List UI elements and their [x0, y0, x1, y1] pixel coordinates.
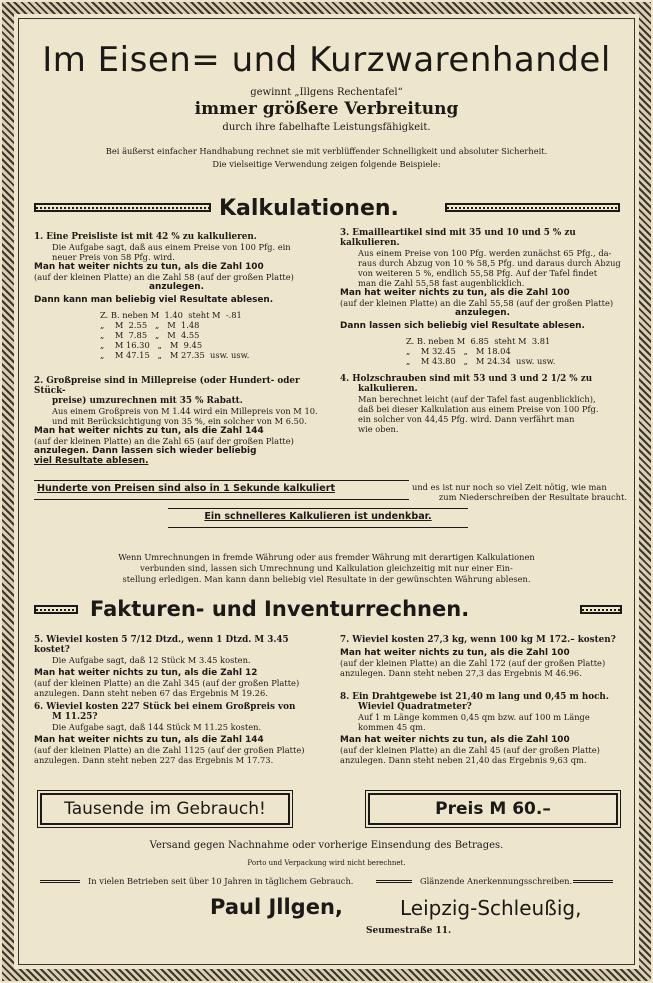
hunderte-rest-2: zum Niederschreiben der Resultate braucht.: [438, 492, 627, 502]
price-label: Preis M 60.–: [435, 799, 551, 819]
dotted-ornament-right-2: [580, 605, 622, 614]
tausende-box: [40, 793, 290, 825]
example-4-text-3: ein solcher von 44,45 Pfg. wird. Dann verfährt man: [358, 414, 575, 424]
example-2-text-1: Aus einem Großpreis von M 1.44 wird ein Millepreis von M 10.: [52, 406, 318, 416]
example-4: [340, 374, 625, 434]
company-street: Seumestraße 11.: [366, 926, 452, 936]
example-2-heading-1: 2. Großpreise sind in Millepreise (oder Hundert- oder Stück-: [34, 376, 300, 396]
example-2: [34, 376, 319, 466]
waehrung-text-1: Wenn Umrechnungen in fremde Währung oder aus fremder Währung mit derartigen Kalkulationen: [118, 552, 535, 562]
versand-text: Versand gegen Nachnahme oder vorherige Einsendung des Betrages.: [149, 840, 504, 851]
price-box: [368, 793, 618, 825]
example-2-instruction-3: anzulegen. Dann lassen sich wieder beliebig: [34, 446, 257, 456]
waehrung-text-2: verbunden sind, lassen sich Umrechnung und Kalkulation gleichzeitig mit nur einer Ein-: [140, 563, 513, 573]
rule-bottom-schneller: [168, 527, 468, 528]
company-name: Paul Jllgen,: [210, 895, 343, 919]
example-2-instruction-1: Man hat weiter nichts zu tun, als die Zahl 144: [34, 426, 264, 436]
example-6: [34, 702, 324, 765]
example-8: [340, 692, 628, 765]
example-5-heading: 5. Wieviel kosten 5 7/12 Dtzd., wenn 1 Dtzd. M 3.45 kostet?: [34, 635, 289, 655]
subtitle-line: gewinnt „Illgens Rechentafel“: [250, 87, 403, 98]
example-8-heading-2: Wieviel Quadratmeter?: [358, 702, 472, 712]
example-6-instruction-1: Man hat weiter nichts zu tun, als die Zahl 144: [34, 735, 264, 745]
example-3: [340, 228, 625, 366]
anerkennung-text: Glänzende Anerkennungsschreiben.: [420, 876, 573, 886]
page-title: Im Eisen= und Kurzwarenhandel: [42, 40, 611, 80]
example-6-text: Die Aufgabe sagt, daß 144 Stück M 11.25 kosten.: [52, 722, 262, 732]
example-3-heading: 3. Emailleartikel sind mit 35 und 10 und 5 % zu kalkulieren.: [340, 228, 576, 248]
betriebe-text: In vielen Betrieben seit über 10 Jahren in täglichem Gebrauch.: [88, 876, 354, 886]
example-3-table: Z. B. neben M 6.85 steht M 3.81 „ M 32.45 „ M 18.04 „ M 43.80 „ M 24.34 usw. usw.: [406, 336, 556, 366]
example-4-text-2: daß bei dieser Kalkulation aus einem Preise von 100 Pfg.: [358, 404, 599, 414]
example-6-instruction-3: anzulegen. Dann steht neben 227 das Ergebnis M 17.73.: [34, 755, 274, 765]
dotted-ornament-right: [445, 203, 620, 212]
example-1-heading: 1. Eine Preisliste ist mit 42 % zu kalkulieren.: [34, 232, 257, 242]
example-8-instruction-2: (auf der kleinen Platte) an die Zahl 45 (auf der großen Platte): [340, 745, 600, 755]
waehrung-text-3: stellung erledigen. Man kann dann beliebig viel Resultate in der gewünschten Währung ablesen.: [122, 574, 531, 584]
example-3-text-2: raus durch Abzug von 10 % 58,5 Pfg. und daraus durch Abzug: [358, 258, 621, 268]
example-1-table: Z. B. neben M 1.40 steht M -.81 „ M 2.55 „ M 1.48 „ M 7.85 „ M 4.55 „ M 16.30 „ M 9.45 „ M 47.15 „ M 27.35 usw. usw.: [100, 310, 250, 360]
example-6-heading-2: M 11.25?: [52, 712, 98, 722]
example-3-instruction-3: anzulegen.: [455, 308, 510, 318]
example-3-instruction-1: Man hat weiter nichts zu tun, als die Zahl 100: [340, 288, 570, 298]
example-5-instruction-3: anzulegen. Dann steht neben 67 das Ergebnis M 19.26.: [34, 688, 268, 698]
example-8-text-1: Auf 1 m Länge kommen 0,45 qm bzw. auf 100 m Länge: [358, 712, 590, 722]
tausende-label: Tausende im Gebrauch!: [64, 799, 266, 819]
example-8-text-2: kommen 45 qm.: [358, 722, 426, 732]
example-1-instruction-1: Man hat weiter nichts zu tun, als die Zahl 100: [34, 262, 264, 272]
example-1-text-2: neuer Preis von 58 Pfg. wird.: [52, 252, 175, 262]
schneller-statement: Ein schnelleres Kalkulieren ist undenkbar.: [204, 511, 432, 522]
example-5-text: Die Aufgabe sagt, daß 12 Stück M 3.45 kosten.: [52, 655, 251, 665]
example-7: [340, 635, 628, 678]
example-5-instruction-2: (auf der kleinen Platte) an die Zahl 345 (auf der großen Platte): [34, 678, 300, 688]
rule-top-hunderte: [34, 480, 409, 481]
example-5: [34, 635, 324, 698]
example-3-instruction-2: (auf der kleinen Platte) an die Zahl 55,58 (auf der großen Platte): [340, 298, 614, 308]
example-8-heading-1: 8. Ein Drahtgewebe ist 21,40 m lang und 0,45 m hoch.: [340, 692, 609, 702]
example-2-instruction-4: viel Resultate ablesen.: [34, 456, 149, 466]
example-7-instruction-3: anzulegen. Dann steht neben 27,3 das Ergebnis M 46.96.: [340, 668, 582, 678]
example-2-text-2: und mit Berücksichtigung von 35 %, ein solcher von M 6.50.: [52, 416, 307, 426]
example-7-instruction-1: Man hat weiter nichts zu tun, als die Zahl 100: [340, 648, 570, 658]
rule-betriebe-mid: [376, 880, 412, 883]
example-3-text-4: man die Zahl 55,58 fast augenblicklich.: [358, 278, 525, 288]
example-5-instruction-1: Man hat weiter nichts zu tun, als die Zahl 12: [34, 668, 258, 678]
intro-line-1: Bei äußerst einfacher Handhabung rechnet sie mit verblüffender Schnelligkeit und absoluter Sicherheit.: [105, 146, 548, 156]
example-7-instruction-2: (auf der kleinen Platte) an die Zahl 172 (auf der großen Platte): [340, 658, 606, 668]
porto-text: Porto und Verpackung wird nicht berechnet.: [247, 859, 406, 867]
headline-verbreitung: immer größere Verbreitung: [194, 99, 459, 119]
rule-betriebe-left: [40, 880, 80, 883]
example-8-instruction-3: anzulegen. Dann steht neben 21,40 das Ergebnis 9,63 qm.: [340, 755, 587, 765]
hunderte-rest-1: und es ist nur noch so viel Zeit nötig, wie man: [412, 482, 607, 492]
example-7-heading: 7. Wieviel kosten 27,3 kg, wenn 100 kg M 172.– kosten?: [340, 635, 616, 645]
example-2-instruction-2: (auf der kleinen Platte) an die Zahl 65 (auf der großen Platte): [34, 436, 294, 446]
example-2-heading-2: preise) umzurechnen mit 35 % Rabatt.: [52, 396, 243, 406]
example-1-instruction-3: anzulegen.: [149, 282, 204, 292]
example-3-text-1: Aus einem Preise von 100 Pfg. werden zunächst 65 Pfg., da-: [358, 248, 612, 258]
dotted-ornament-left-2: [34, 605, 78, 614]
company-city: Leipzig-Schleußig,: [400, 896, 582, 920]
example-4-text-4: wie oben.: [358, 424, 399, 434]
example-3-instruction-4: Dann lassen sich beliebig viel Resultate ablesen.: [340, 321, 585, 331]
example-1-text-1: Die Aufgabe sagt, daß aus einem Preise von 100 Pfg. ein: [52, 242, 291, 252]
rule-bottom-hunderte: [34, 499, 409, 500]
example-6-instruction-2: (auf der kleinen Platte) an die Zahl 1125 (auf der großen Platte): [34, 745, 305, 755]
example-4-heading-2: kalkulieren.: [358, 384, 418, 394]
example-6-heading-1: 6. Wieviel kosten 227 Stück bei einem Großpreis von: [34, 702, 296, 712]
hunderte-statement: Hunderte von Preisen sind also in 1 Sekunde kalkuliert: [37, 483, 336, 494]
rule-top-schneller: [168, 508, 468, 509]
section-heading-kalkulationen: Kalkulationen.: [219, 196, 399, 221]
example-1-instruction-2: (auf der kleinen Platte) an die Zahl 58 (auf der großen Platte): [34, 272, 294, 282]
intro-line-2: Die vielseitige Verwendung zeigen folgende Beispiele:: [212, 159, 441, 169]
section-heading-fakturen: Fakturen- und Inventurrechnen.: [90, 597, 470, 621]
subtitle-leistung: durch ihre fabelhafte Leistungsfähigkeit.: [222, 122, 431, 133]
example-4-text-1: Man berechnet leicht (auf der Tafel fast augenblicklich),: [358, 394, 596, 404]
example-4-heading-1: 4. Holzschrauben sind mit 53 und 3 und 2 1/2 % zu: [340, 374, 593, 384]
rule-betriebe-right: [573, 880, 613, 883]
example-8-instruction-1: Man hat weiter nichts zu tun, als die Zahl 100: [340, 735, 570, 745]
example-1: [34, 232, 319, 360]
dotted-ornament-left: [34, 203, 211, 212]
example-3-text-3: von weiteren 5 %, endlich 55,58 Pfg. Auf der Tafel findet: [358, 268, 598, 278]
example-1-instruction-4: Dann kann man beliebig viel Resultate ablesen.: [34, 295, 274, 305]
